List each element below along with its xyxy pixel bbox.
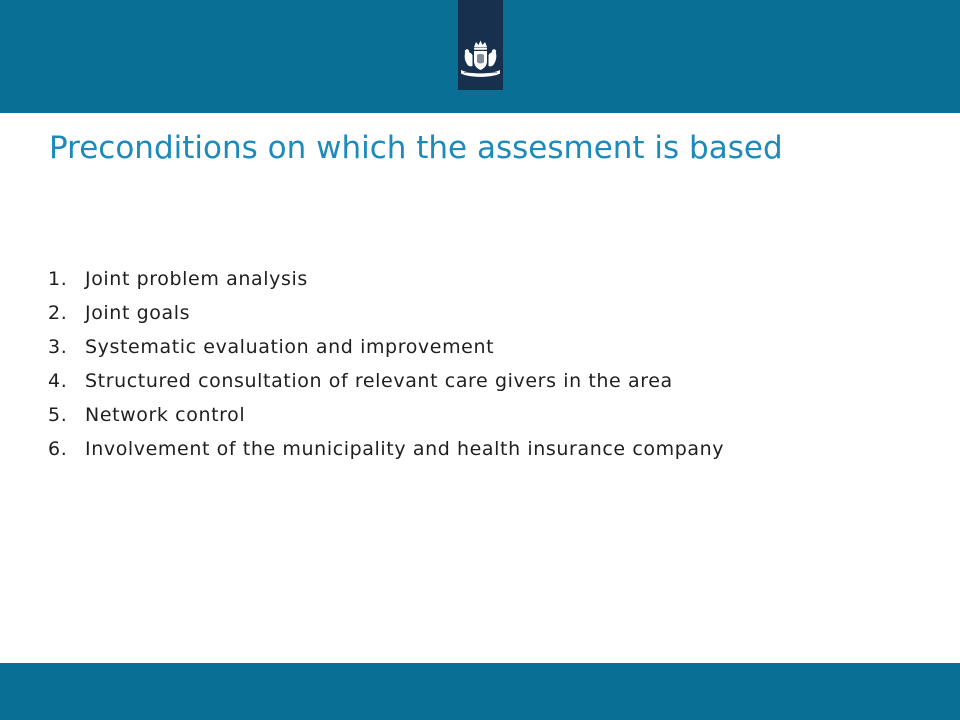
header-band (0, 0, 960, 113)
item-number: 2. (48, 302, 68, 324)
government-logo (458, 0, 503, 90)
item-text: Involvement of the municipality and health insurance company (85, 438, 725, 460)
list-item (48, 398, 724, 432)
item-text: Joint goals (85, 302, 191, 324)
item-text: Network control (85, 404, 246, 426)
list-item (48, 364, 724, 398)
item-text: Structured consultation of relevant care givers in the area (85, 370, 673, 392)
item-text: Joint problem analysis (85, 268, 308, 290)
item-number: 1. (48, 268, 68, 290)
slide-title: Preconditions on which the assesment is based (49, 130, 783, 166)
coat-of-arms-icon (459, 40, 502, 80)
list-item (48, 330, 724, 364)
item-number: 3. (48, 336, 68, 358)
list-item (48, 296, 724, 330)
preconditions-list (48, 262, 724, 466)
list-item (48, 432, 724, 466)
item-number: 6. (48, 438, 68, 460)
item-text: Systematic evaluation and improvement (85, 336, 495, 358)
footer-band (0, 663, 960, 720)
item-number: 5. (48, 404, 68, 426)
item-number: 4. (48, 370, 68, 392)
list-item (48, 262, 724, 296)
